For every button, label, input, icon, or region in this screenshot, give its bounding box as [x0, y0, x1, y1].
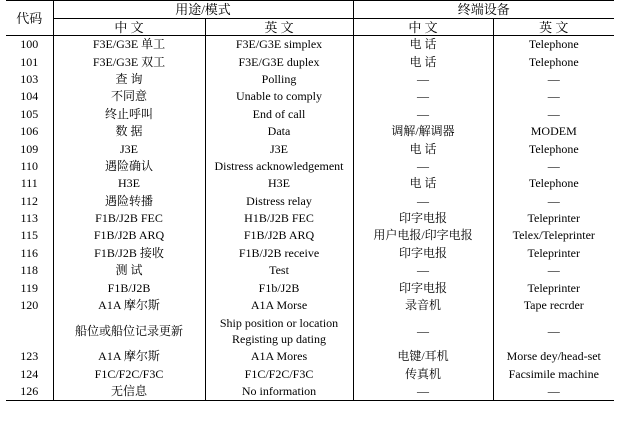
cell-usage-chinese: 船位或船位记录更新	[53, 314, 205, 348]
cell-usage-chinese: 无信息	[53, 383, 205, 401]
cell-code: 106	[20, 124, 39, 139]
cell-code: 109	[20, 141, 39, 156]
cell-usage-chinese: A1A 摩尔斯	[53, 348, 205, 365]
cell-terminal-chinese: —	[353, 262, 493, 279]
table-row	[6, 383, 614, 401]
cell-usage-english: F1B/J2B ARQ	[205, 227, 353, 244]
cell-usage-english: F3E/G3E duplex	[205, 53, 353, 70]
header-usage-english: 英 文	[205, 19, 353, 36]
cell-terminal-english: —	[493, 88, 614, 105]
cell-code: 118	[20, 263, 39, 278]
cell-usage-chinese: J3E	[53, 140, 205, 157]
cell-terminal-english: —	[493, 71, 614, 88]
cell-usage-english: Distress acknowledgement	[205, 158, 353, 175]
cell-usage-chinese: 遇险确认	[53, 158, 205, 175]
cell-code: 115	[20, 228, 39, 243]
cell-terminal-chinese: 印字电报	[353, 245, 493, 262]
cell-terminal-english: —	[493, 158, 614, 175]
header-terminal-english: 英 文	[493, 19, 614, 36]
cell-terminal-english: Morse dey/head-set	[493, 348, 614, 365]
cell-usage-english: Unable to comply	[205, 88, 353, 105]
cell-terminal-english: Telex/Teleprinter	[493, 227, 614, 244]
cell-usage-english: H1B/J2B FEC	[205, 210, 353, 227]
table-row	[6, 36, 614, 54]
cell-terminal-english: Teleprinter	[493, 279, 614, 296]
cell-terminal-chinese: —	[353, 88, 493, 105]
header-row-groups	[6, 1, 614, 19]
cell-usage-english: F1C/F2C/F3C	[205, 366, 353, 383]
cell-usage-chinese: F3E/G3E 单工	[53, 36, 205, 54]
cell-terminal-chinese: 调解/解调器	[353, 123, 493, 140]
cell-code: 103	[20, 71, 39, 86]
cell-code: 111	[20, 176, 38, 191]
header-terminal-chinese: 中 文	[353, 19, 493, 36]
cell-usage-english: Data	[205, 123, 353, 140]
table-row	[6, 227, 614, 244]
cell-usage-chinese: 数 据	[53, 123, 205, 140]
cell-usage-english: F3E/G3E simplex	[205, 36, 353, 54]
cell-terminal-chinese: —	[353, 106, 493, 123]
header-usage-mode: 用途/模式	[53, 1, 353, 19]
header-row-languages	[6, 19, 614, 36]
cell-terminal-chinese: —	[353, 193, 493, 210]
cell-usage-chinese: 遇险转播	[53, 193, 205, 210]
cell-code: 116	[20, 245, 39, 260]
table-row	[6, 279, 614, 296]
table-header	[6, 1, 614, 36]
cell-usage-chinese: 测 试	[53, 262, 205, 279]
cell-usage-english: Distress relay	[205, 193, 353, 210]
cell-usage-english: H3E	[205, 175, 353, 192]
cell-usage-chinese: F1B/J2B 接收	[53, 245, 205, 262]
cell-terminal-chinese: 电 话	[353, 140, 493, 157]
cell-usage-english: Test	[205, 262, 353, 279]
table-row	[6, 245, 614, 262]
cell-usage-chinese: F1B/J2B FEC	[53, 210, 205, 227]
cell-usage-english: Polling	[205, 71, 353, 88]
cell-code: 105	[20, 106, 39, 121]
cell-code	[6, 314, 53, 348]
cell-code: 123	[20, 349, 39, 364]
cell-usage-chinese: F1B/J2B ARQ	[53, 227, 205, 244]
cell-terminal-chinese: —	[353, 71, 493, 88]
cell-usage-english: A1A Mores	[205, 348, 353, 365]
table-row	[6, 210, 614, 227]
cell-usage-english: F1B/J2B receive	[205, 245, 353, 262]
cell-terminal-chinese: —	[353, 314, 493, 348]
table-row	[6, 314, 614, 348]
cell-terminal-chinese: —	[353, 383, 493, 401]
cell-terminal-english: Telephone	[493, 140, 614, 157]
cell-terminal-english: —	[493, 262, 614, 279]
cell-usage-chinese: 不同意	[53, 88, 205, 105]
cell-code: 100	[20, 37, 39, 52]
cell-code: 101	[20, 54, 39, 69]
code-table-container	[6, 0, 614, 401]
table-row	[6, 175, 614, 192]
cell-terminal-english: Facsimile machine	[493, 366, 614, 383]
cell-usage-chinese: F3E/G3E 双工	[53, 53, 205, 70]
cell-usage-english: No information	[205, 383, 353, 401]
cell-usage-english: J3E	[205, 140, 353, 157]
cell-terminal-chinese: 印字电报	[353, 210, 493, 227]
table-row	[6, 158, 614, 175]
table-row	[6, 348, 614, 365]
cell-usage-chinese: A1A 摩尔斯	[53, 297, 205, 314]
cell-usage-english: F1b/J2B	[205, 279, 353, 296]
cell-terminal-english: —	[493, 106, 614, 123]
table-row	[6, 53, 614, 70]
header-code: 代码	[6, 1, 53, 36]
cell-terminal-english: Teleprinter	[493, 210, 614, 227]
cell-terminal-chinese: 电 话	[353, 175, 493, 192]
cell-code: 112	[20, 193, 39, 208]
cell-code: 124	[20, 366, 39, 381]
table-row	[6, 140, 614, 157]
cell-code: 110	[20, 158, 39, 173]
cell-terminal-chinese: —	[353, 158, 493, 175]
code-table	[6, 0, 614, 401]
cell-usage-english: End of call	[205, 106, 353, 123]
header-usage-chinese: 中 文	[53, 19, 205, 36]
cell-terminal-english: Tape recrder	[493, 297, 614, 314]
table-row	[6, 297, 614, 314]
cell-terminal-chinese: 电 话	[353, 36, 493, 54]
cell-terminal-chinese: 电 话	[353, 53, 493, 70]
table-row	[6, 193, 614, 210]
table-row	[6, 88, 614, 105]
cell-code: 120	[20, 298, 39, 313]
cell-usage-english: Ship position or location Registing up dating	[205, 314, 353, 348]
table-row	[6, 123, 614, 140]
cell-terminal-english: Telephone	[493, 175, 614, 192]
table-row	[6, 71, 614, 88]
cell-code: 119	[20, 280, 39, 295]
cell-terminal-english: MODEM	[493, 123, 614, 140]
cell-code: 126	[6, 383, 53, 401]
cell-terminal-english: —	[493, 383, 614, 401]
cell-terminal-chinese: 录音机	[353, 297, 493, 314]
cell-usage-chinese: H3E	[53, 175, 205, 192]
table-body	[6, 36, 614, 401]
header-terminal: 终端设备	[353, 1, 614, 19]
cell-terminal-chinese: 电键/耳机	[353, 348, 493, 365]
cell-terminal-chinese: 印字电报	[353, 279, 493, 296]
cell-terminal-english: Teleprinter	[493, 245, 614, 262]
table-row	[6, 366, 614, 383]
cell-terminal-english: —	[493, 314, 614, 348]
cell-code: 104	[20, 89, 39, 104]
cell-usage-chinese: 终止呼叫	[53, 106, 205, 123]
cell-terminal-english: —	[493, 193, 614, 210]
cell-usage-chinese: F1C/F2C/F3C	[53, 366, 205, 383]
cell-terminal-english: Telephone	[493, 53, 614, 70]
cell-usage-chinese: 查 询	[53, 71, 205, 88]
cell-usage-english: A1A Morse	[205, 297, 353, 314]
cell-terminal-english: Telephone	[493, 36, 614, 54]
cell-usage-chinese: F1B/J2B	[53, 279, 205, 296]
table-row	[6, 262, 614, 279]
table-row	[6, 106, 614, 123]
cell-terminal-chinese: 用户电报/印字电报	[353, 227, 493, 244]
cell-terminal-chinese: 传真机	[353, 366, 493, 383]
cell-code: 113	[20, 211, 39, 226]
